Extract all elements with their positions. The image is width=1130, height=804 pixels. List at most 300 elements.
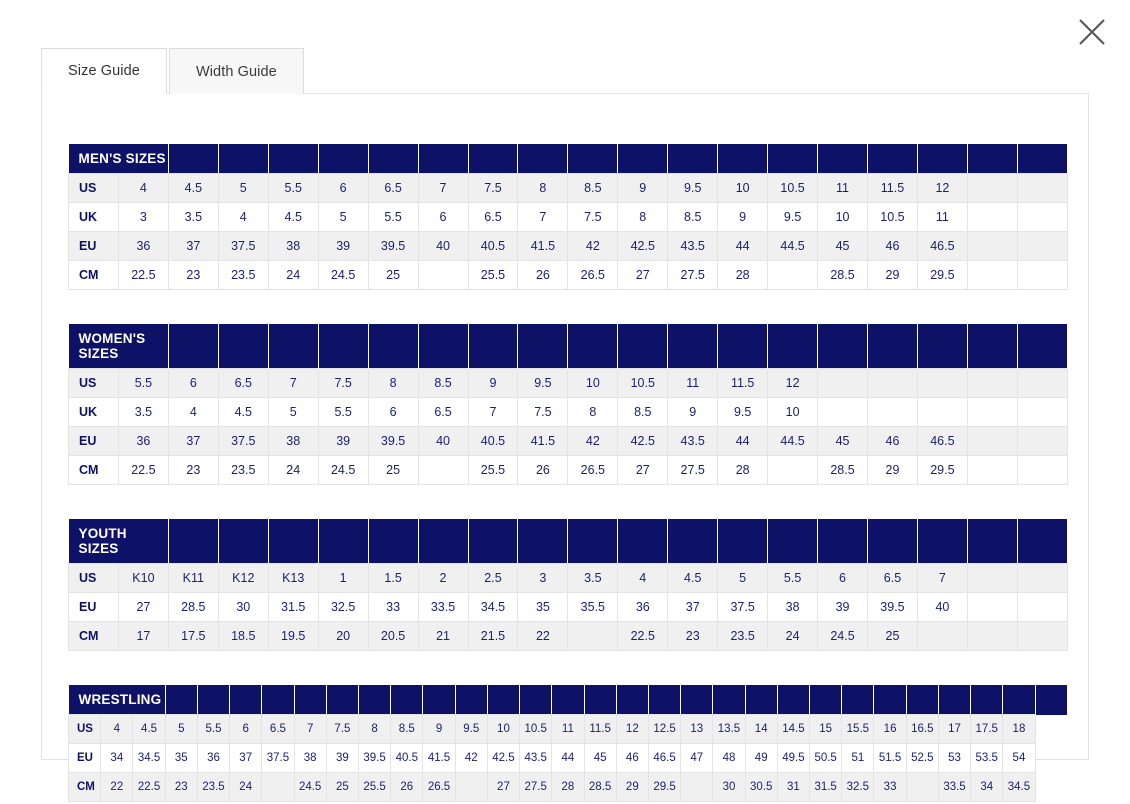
- size-cell: 4.5: [218, 398, 268, 427]
- size-cell: 24: [768, 622, 818, 651]
- table-header-filler: [168, 519, 218, 564]
- size-cell: 9.5: [768, 203, 818, 232]
- size-cell: [455, 773, 487, 802]
- tab-width-guide-label: Width Guide: [195, 63, 277, 80]
- table-title: WRESTLING: [69, 685, 166, 715]
- size-cell: 8.5: [618, 398, 668, 427]
- table-row: [69, 174, 1068, 203]
- table-header-filler: [197, 685, 229, 715]
- size-cell: 6: [168, 369, 218, 398]
- size-cell: 23.5: [218, 261, 268, 290]
- table-header-filler: [568, 519, 618, 564]
- size-cell: 40: [418, 232, 468, 261]
- table-header-filler: [518, 324, 568, 369]
- size-cell: [568, 622, 618, 651]
- table-title: WOMEN'S SIZES: [69, 324, 169, 369]
- size-cell: 44.5: [768, 232, 818, 261]
- size-cell: [818, 398, 868, 427]
- size-cell: 30.5: [745, 773, 777, 802]
- size-cell: [906, 773, 938, 802]
- size-cell: [1017, 622, 1067, 651]
- size-cell: 25.5: [468, 261, 518, 290]
- size-cell: 9: [468, 369, 518, 398]
- size-cell: 3: [518, 564, 568, 593]
- size-cell: 36: [197, 744, 229, 773]
- size-cell: 22: [101, 773, 133, 802]
- table-header-filler: [326, 685, 358, 715]
- size-cell: 29.5: [648, 773, 680, 802]
- size-cell: 7.5: [568, 203, 618, 232]
- table-header-filler: [1017, 324, 1067, 369]
- size-cell: 6: [318, 174, 368, 203]
- size-cell: 27: [618, 261, 668, 290]
- row-label: US: [69, 564, 119, 593]
- size-cell: 4: [101, 715, 133, 744]
- size-cell: 38: [768, 593, 818, 622]
- size-cell: 10.5: [618, 369, 668, 398]
- tab-width-guide[interactable]: [169, 48, 304, 94]
- size-cell: K11: [168, 564, 218, 593]
- table-header-filler: [568, 324, 618, 369]
- size-cell: 49: [745, 744, 777, 773]
- size-cell: 8.5: [391, 715, 423, 744]
- size-cell: 37.5: [718, 593, 768, 622]
- table-header-filler: [668, 519, 718, 564]
- size-cell: 17.5: [971, 715, 1003, 744]
- size-cell: [868, 398, 918, 427]
- size-cell: 44: [718, 427, 768, 456]
- table-header-filler: [618, 519, 668, 564]
- size-cell: 22: [518, 622, 568, 651]
- table-header-filler: [520, 685, 552, 715]
- table-header-filler: [268, 519, 318, 564]
- size-cell: 29.5: [917, 261, 967, 290]
- size-cell: 45: [818, 232, 868, 261]
- size-cell: 24: [230, 773, 262, 802]
- size-cell: K10: [118, 564, 168, 593]
- size-cell: 29: [868, 456, 918, 485]
- size-tables-container: [68, 144, 1068, 802]
- size-guide-panel: [41, 93, 1089, 793]
- size-cell: 10: [568, 369, 618, 398]
- size-table: [68, 519, 1068, 651]
- size-cell: 8: [618, 203, 668, 232]
- size-cell: 43.5: [668, 427, 718, 456]
- table-row: [69, 564, 1068, 593]
- table-header-filler: [681, 685, 713, 715]
- size-cell: [967, 398, 1017, 427]
- size-cell: 7.5: [518, 398, 568, 427]
- table-row: [69, 744, 1068, 773]
- table-header-filler: [718, 324, 768, 369]
- size-cell: 40: [418, 427, 468, 456]
- size-cell: 46: [868, 427, 918, 456]
- row-label: US: [69, 174, 119, 203]
- size-cell: 7: [418, 174, 468, 203]
- table-header-filler: [768, 144, 818, 174]
- size-cell: 17: [118, 622, 168, 651]
- size-cell: 2.5: [468, 564, 518, 593]
- size-cell: 29: [616, 773, 648, 802]
- size-cell: 40.5: [468, 232, 518, 261]
- size-cell: 22.5: [133, 773, 165, 802]
- size-cell: 39.5: [368, 232, 418, 261]
- close-icon-glyph: [1072, 12, 1112, 52]
- size-cell: 23.5: [718, 622, 768, 651]
- size-cell: 7.5: [468, 174, 518, 203]
- size-cell: 46: [616, 744, 648, 773]
- size-cell: 11: [668, 369, 718, 398]
- size-cell: 5.5: [318, 398, 368, 427]
- table-header-filler: [268, 144, 318, 174]
- size-cell: 7: [294, 715, 326, 744]
- size-cell: 3.5: [168, 203, 218, 232]
- size-cell: 37.5: [218, 427, 268, 456]
- size-cell: 4: [218, 203, 268, 232]
- size-cell: 36: [118, 427, 168, 456]
- table-header-filler: [842, 685, 874, 715]
- table-header-filler: [368, 144, 418, 174]
- table-row: [69, 622, 1068, 651]
- table-header-filler: [518, 519, 568, 564]
- table-header-filler: [917, 144, 967, 174]
- size-cell: 11.5: [584, 715, 616, 744]
- size-cell: 40.5: [391, 744, 423, 773]
- size-cell: 51: [842, 744, 874, 773]
- table-header-filler: [218, 144, 268, 174]
- table-header-filler: [668, 324, 718, 369]
- size-cell: 9: [668, 398, 718, 427]
- size-cell: 34.5: [1003, 773, 1035, 802]
- size-cell: 50.5: [810, 744, 842, 773]
- table-row: [69, 261, 1068, 290]
- size-cell: 12: [768, 369, 818, 398]
- table-header-filler: [768, 324, 818, 369]
- size-cell: 23: [168, 456, 218, 485]
- table-header-filler: [868, 519, 918, 564]
- size-cell: 10.5: [868, 203, 918, 232]
- size-cell: 29: [868, 261, 918, 290]
- table-header-filler: [418, 324, 468, 369]
- size-cell: 27: [618, 456, 668, 485]
- size-cell: 7.5: [318, 369, 368, 398]
- table-header-filler: [455, 685, 487, 715]
- size-cell: 51.5: [874, 744, 906, 773]
- tab-size-guide-label: Size Guide: [68, 63, 140, 79]
- table-header-filler: [906, 685, 938, 715]
- size-cell: 17.5: [168, 622, 218, 651]
- size-cell: [917, 622, 967, 651]
- table-header-filler: [391, 685, 423, 715]
- table-header-filler: [368, 324, 418, 369]
- size-cell: 24.5: [818, 622, 868, 651]
- size-cell: 6.5: [218, 369, 268, 398]
- size-cell: 17: [938, 715, 970, 744]
- row-label: EU: [69, 427, 119, 456]
- size-cell: 5.5: [368, 203, 418, 232]
- size-cell: 24.5: [318, 261, 368, 290]
- size-cell: 28.5: [584, 773, 616, 802]
- row-label: CM: [69, 622, 119, 651]
- table-header-filler: [648, 685, 680, 715]
- size-cell: 4.5: [133, 715, 165, 744]
- size-cell: [967, 203, 1017, 232]
- size-cell: [967, 427, 1017, 456]
- table-header-filler: [618, 144, 668, 174]
- size-cell: 54: [1003, 744, 1035, 773]
- size-cell: 14: [745, 715, 777, 744]
- size-cell: 39.5: [868, 593, 918, 622]
- size-cell: [917, 369, 967, 398]
- size-cell: 44: [718, 232, 768, 261]
- table-header-filler: [874, 685, 906, 715]
- size-cell: 28: [718, 261, 768, 290]
- table-header-filler: [818, 519, 868, 564]
- table-header-filler: [168, 324, 218, 369]
- table-row: [69, 773, 1068, 802]
- size-cell: 10: [768, 398, 818, 427]
- size-cell: 46: [868, 232, 918, 261]
- size-cell: 11.5: [868, 174, 918, 203]
- table-header-filler: [468, 519, 518, 564]
- size-cell: [967, 622, 1017, 651]
- size-cell: 43.5: [520, 744, 552, 773]
- size-cell: 3.5: [568, 564, 618, 593]
- size-cell: 39.5: [368, 427, 418, 456]
- row-label: CM: [69, 261, 119, 290]
- size-cell: 28.5: [818, 456, 868, 485]
- table-header-filler: [318, 144, 368, 174]
- table-header-filler: [777, 685, 809, 715]
- size-cell: [1017, 203, 1067, 232]
- size-cell: 4.5: [268, 203, 318, 232]
- table-title: MEN'S SIZES: [69, 144, 169, 174]
- table-row: [69, 715, 1068, 744]
- size-cell: 15.5: [842, 715, 874, 744]
- size-cell: 46.5: [917, 427, 967, 456]
- size-cell: 39.5: [358, 744, 390, 773]
- size-cell: 8: [568, 398, 618, 427]
- size-cell: 24.5: [318, 456, 368, 485]
- size-cell: 30: [713, 773, 745, 802]
- size-cell: 32.5: [318, 593, 368, 622]
- table-header-filler: [165, 685, 197, 715]
- size-cell: 33: [874, 773, 906, 802]
- size-cell: [868, 369, 918, 398]
- size-cell: 8: [518, 174, 568, 203]
- size-cell: 24: [268, 261, 318, 290]
- size-cell: 20: [318, 622, 368, 651]
- size-cell: 37.5: [218, 232, 268, 261]
- size-cell: [1017, 369, 1067, 398]
- row-label: UK: [69, 203, 119, 232]
- table-header-filler: [917, 324, 967, 369]
- table-header-filler: [262, 685, 294, 715]
- table-header-filler: [868, 144, 918, 174]
- tab-size-guide[interactable]: [41, 48, 167, 94]
- size-cell: 6: [368, 398, 418, 427]
- size-cell: [1017, 398, 1067, 427]
- size-cell: [967, 593, 1017, 622]
- table-title: YOUTH SIZES: [69, 519, 169, 564]
- size-cell: 5: [268, 398, 318, 427]
- size-cell: 37: [668, 593, 718, 622]
- size-cell: 9.5: [455, 715, 487, 744]
- size-cell: 11: [917, 203, 967, 232]
- size-cell: 6.5: [468, 203, 518, 232]
- size-cell: 23.5: [197, 773, 229, 802]
- size-cell: 28: [552, 773, 584, 802]
- size-cell: 21.5: [468, 622, 518, 651]
- table-header-filler: [418, 519, 468, 564]
- table-header-filler: [230, 685, 262, 715]
- size-cell: 39: [318, 232, 368, 261]
- size-cell: 38: [268, 232, 318, 261]
- size-cell: 27.5: [668, 456, 718, 485]
- size-cell: 26.5: [423, 773, 455, 802]
- table-header-filler: [423, 685, 455, 715]
- size-cell: 5: [318, 203, 368, 232]
- size-cell: 46.5: [917, 232, 967, 261]
- row-label: EU: [69, 232, 119, 261]
- size-cell: 47: [681, 744, 713, 773]
- table-header-filler: [967, 324, 1017, 369]
- size-cell: 27: [487, 773, 519, 802]
- table-header-filler: [868, 324, 918, 369]
- size-cell: 18: [1003, 715, 1035, 744]
- size-cell: 42: [568, 427, 618, 456]
- size-cell: 7: [917, 564, 967, 593]
- size-cell: 3: [118, 203, 168, 232]
- table-header-filler: [718, 144, 768, 174]
- table-row: [69, 369, 1068, 398]
- table-header-filler: [713, 685, 745, 715]
- size-table: [68, 685, 1068, 802]
- table-row: [69, 232, 1068, 261]
- size-cell: 8: [368, 369, 418, 398]
- size-cell: 25: [368, 261, 418, 290]
- size-cell: 26.5: [568, 261, 618, 290]
- size-cell: 27.5: [520, 773, 552, 802]
- size-cell: 31.5: [268, 593, 318, 622]
- size-cell: 6: [418, 203, 468, 232]
- size-cell: 44: [552, 744, 584, 773]
- row-label: UK: [69, 398, 119, 427]
- size-cell: 7: [518, 203, 568, 232]
- table-header-filler: [584, 685, 616, 715]
- size-cell: 12: [616, 715, 648, 744]
- size-cell: 4: [118, 174, 168, 203]
- size-cell: 7: [468, 398, 518, 427]
- size-cell: 41.5: [423, 744, 455, 773]
- size-cell: 46.5: [648, 744, 680, 773]
- size-cell: [262, 773, 294, 802]
- table-header-filler: [1003, 685, 1035, 715]
- size-table: [68, 144, 1068, 290]
- size-cell: 5: [718, 564, 768, 593]
- size-cell: 1: [318, 564, 368, 593]
- size-cell: 7.5: [326, 715, 358, 744]
- row-label: EU: [69, 593, 119, 622]
- size-cell: 25.5: [468, 456, 518, 485]
- size-cell: [967, 174, 1017, 203]
- table-header-filler: [618, 324, 668, 369]
- size-cell: 22.5: [118, 261, 168, 290]
- size-cell: 20.5: [368, 622, 418, 651]
- size-cell: 7: [268, 369, 318, 398]
- table-header-filler: [1017, 144, 1067, 174]
- size-cell: 24.5: [294, 773, 326, 802]
- size-cell: [967, 261, 1017, 290]
- size-cell: 11.5: [718, 369, 768, 398]
- size-table: [68, 324, 1068, 485]
- table-header-filler: [818, 144, 868, 174]
- size-cell: 42: [455, 744, 487, 773]
- size-cell: 2: [418, 564, 468, 593]
- size-cell: 33.5: [418, 593, 468, 622]
- size-cell: K13: [268, 564, 318, 593]
- size-cell: 15: [810, 715, 842, 744]
- size-cell: [681, 773, 713, 802]
- table-header-filler: [917, 519, 967, 564]
- size-cell: 39: [818, 593, 868, 622]
- table-header-filler: [1017, 519, 1067, 564]
- size-cell: 12: [917, 174, 967, 203]
- row-label: CM: [69, 456, 119, 485]
- size-cell: [1017, 261, 1067, 290]
- size-cell: 45: [818, 427, 868, 456]
- size-cell: 42.5: [618, 427, 668, 456]
- size-cell: 23: [165, 773, 197, 802]
- size-cell: 53.5: [971, 744, 1003, 773]
- size-cell: 4.5: [168, 174, 218, 203]
- size-cell: 4: [168, 398, 218, 427]
- size-cell: 52.5: [906, 744, 938, 773]
- size-cell: 10: [718, 174, 768, 203]
- size-cell: [818, 369, 868, 398]
- size-cell: 9.5: [668, 174, 718, 203]
- close-icon[interactable]: [1072, 12, 1112, 52]
- size-cell: 25: [868, 622, 918, 651]
- size-cell: 39: [318, 427, 368, 456]
- size-cell: [768, 261, 818, 290]
- size-cell: 6: [818, 564, 868, 593]
- size-cell: 26: [518, 456, 568, 485]
- size-cell: K12: [218, 564, 268, 593]
- size-cell: 28.5: [818, 261, 868, 290]
- size-cell: 12.5: [648, 715, 680, 744]
- size-cell: 4.5: [668, 564, 718, 593]
- size-cell: 6.5: [262, 715, 294, 744]
- table-header-filler: [718, 519, 768, 564]
- size-cell: [967, 456, 1017, 485]
- size-cell: 25: [326, 773, 358, 802]
- size-cell: 23: [168, 261, 218, 290]
- table-header-filler: [668, 144, 718, 174]
- size-cell: 22.5: [118, 456, 168, 485]
- table-header-filler: [810, 685, 842, 715]
- size-cell: 23.5: [218, 456, 268, 485]
- size-cell: 25: [368, 456, 418, 485]
- row-label: US: [69, 369, 119, 398]
- size-cell: 26: [518, 261, 568, 290]
- size-cell: 10: [487, 715, 519, 744]
- size-cell: [1017, 456, 1067, 485]
- size-cell: 35: [165, 744, 197, 773]
- table-header-filler: [616, 685, 648, 715]
- size-cell: 49.5: [777, 744, 809, 773]
- size-cell: 34.5: [133, 744, 165, 773]
